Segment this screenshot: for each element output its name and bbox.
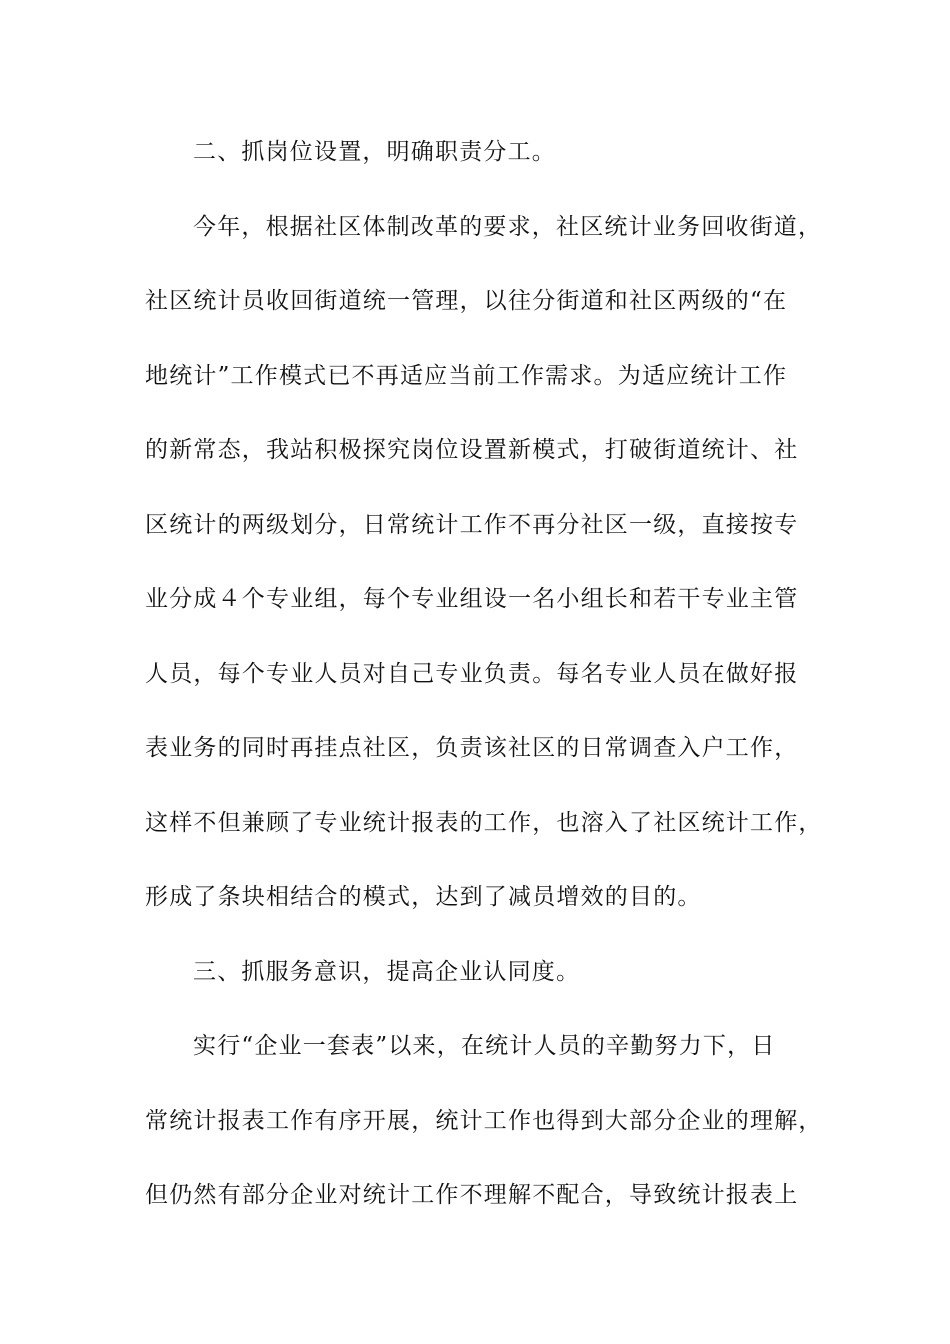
paragraph-line: 表业务的同时再挂点社区，负责该社区的日常调查入户工作， [145,735,799,761]
section-heading-3: 三、抓服务意识，提高企业认同度。 [193,959,581,985]
paragraph-line: 的新常态，我站积极探究岗位设置新模式，打破街道统计、社 [145,437,799,463]
paragraph-line: 社区统计员收回街道统一管理，以往分街道和社区两级的“在 [145,288,788,314]
paragraph-line: 人员，每个专业人员对自己专业负责。每名专业人员在做好报 [145,661,799,687]
paragraph-line: 这样不但兼顾了专业统计报表的工作，也溶入了社区统计工作， [145,810,823,836]
paragraph-line: 今年，根据社区体制改革的要求，社区统计业务回收街道， [193,214,823,240]
paragraph-line: 实行“企业一套表”以来，在统计人员的辛勤努力下，日 [193,1033,776,1059]
paragraph-line: 形成了条块相结合的模式，达到了减员增效的目的。 [145,884,702,910]
paragraph-line: 地统计”工作模式已不再适应当前工作需求。为适应统计工作 [145,363,788,389]
paragraph-line: 区统计的两级划分，日常统计工作不再分社区一级，直接按专 [145,512,799,538]
section-heading-2: 二、抓岗位设置，明确职责分工。 [193,139,556,165]
paragraph-line: 常统计报表工作有序开展，统计工作也得到大部分企业的理解， [145,1108,823,1134]
paragraph-line: 业分成４个专业组，每个专业组设一名小组长和若干专业主管 [145,586,799,612]
paragraph-line: 但仍然有部分企业对统计工作不理解不配合，导致统计报表上 [145,1182,799,1208]
